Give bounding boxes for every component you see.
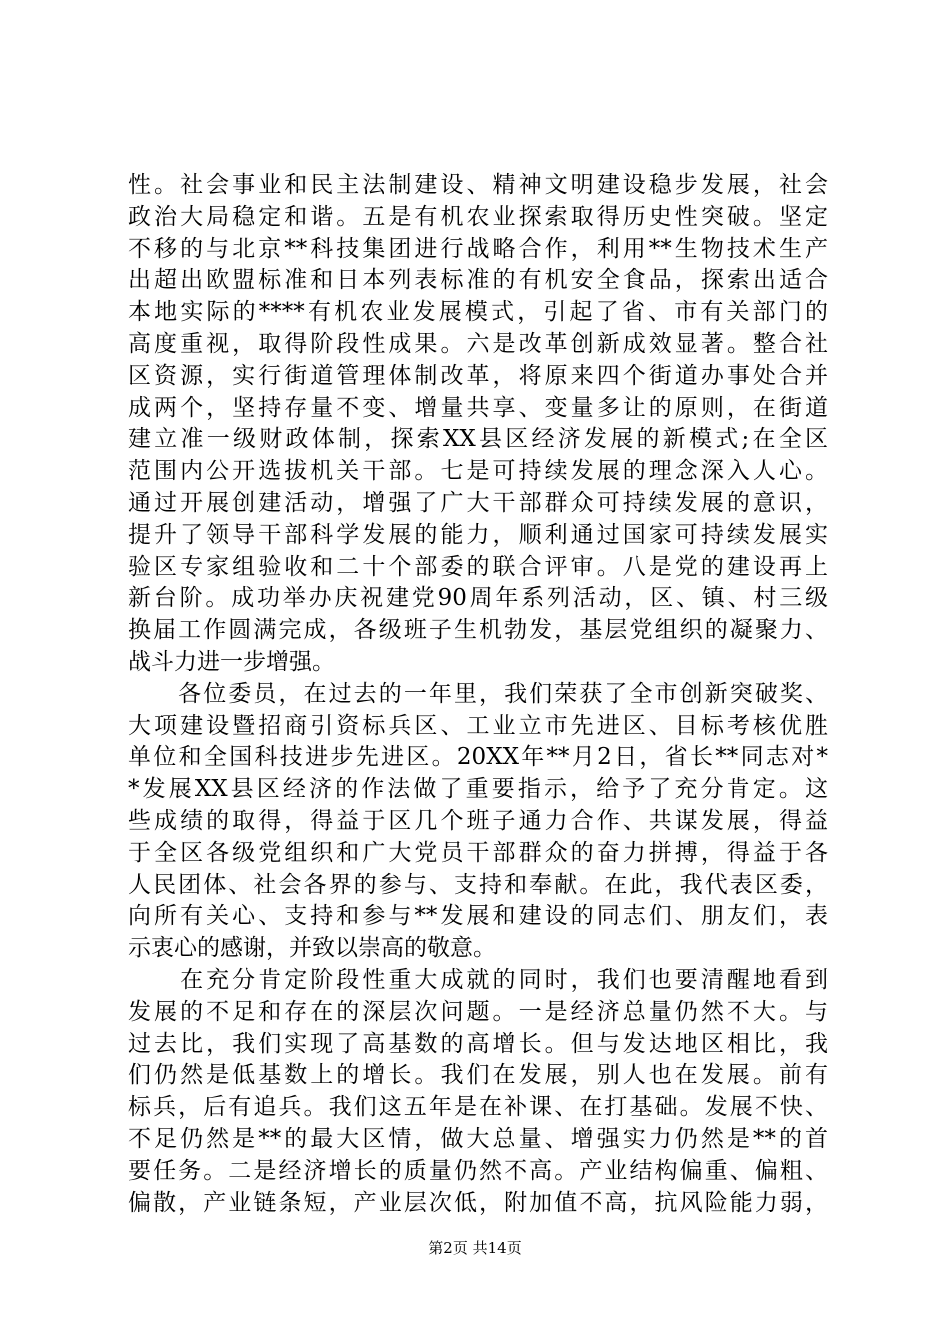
text-line: 于全区各级党组织和广大党员干部群众的奋力拼搏，得益于各 [128,839,828,866]
text-line: 些成绩的取得，得益于区几个班子通力合作、共谋发展，得益 [128,807,828,834]
text-line: 出超出欧盟标准和日本列表标准的有机安全食品，探索出适合 [128,267,828,294]
text-line: 要任务。二是经济增长的质量仍然不高。产业结构偏重、偏粗、 [128,1157,828,1184]
text-line: 建立准一级财政体制，探索XX县区经济发展的新模式;在全区 [128,426,828,453]
text-line: 各位委员，在过去的一年里，我们荣获了全市创新突破奖、 [128,680,828,707]
text-line: 性。社会事业和民主法制建设、精神文明建设稳步发展，社会 [128,172,828,198]
text-line: 验区专家组验收和二十个部委的联合评审。八是党的建设再上 [128,553,828,580]
text-line: 不足仍然是**的最大区情，做大总量、增强实力仍然是**的首 [128,1125,828,1152]
text-line: 新台阶。成功举办庆祝建党90周年系列活动，区、镇、村三级 [128,585,828,612]
text-line: 成两个，坚持存量不变、增量共享、变量多让的原则，在街道 [128,394,828,421]
text-line: 标兵，后有追兵。我们这五年是在补课、在打基础。发展不快、 [128,1094,828,1121]
text-line: 战斗力进一步增强。 [128,648,335,675]
text-line: 政治大局稳定和谐。五是有机农业探索取得历史性突破。坚定 [128,203,828,230]
text-line: 向所有关心、支持和参与**发展和建设的同志们、朋友们，表 [128,903,828,930]
text-line: 区资源，实行街道管理体制改革，将原来四个街道办事处合并 [128,362,828,389]
body-text [128,170,828,1219]
text-line: 们仍然是低基数上的增长。我们在发展，别人也在发展。前有 [128,1062,828,1089]
text-line: 换届工作圆满完成，各级班子生机勃发，基层党组织的凝聚力、 [128,617,828,644]
text-line: 人民团体、社会各界的参与、支持和奉献。在此，我代表区委， [128,871,828,898]
text-line: 示衷心的感谢，并致以崇高的敬意。 [128,935,496,962]
text-line: 大项建设暨招商引资标兵区、工业立市先进区、目标考核优胜 [128,712,828,739]
text-line: 高度重视，取得阶段性成果。六是改革创新成效显著。整合社 [128,330,828,357]
text-line: 本地实际的****有机农业发展模式，引起了省、市有关部门的 [128,299,828,326]
text-line: 偏散，产业链条短，产业层次低，附加值不高，抗风险能力弱， [128,1189,828,1216]
page-footer: 第2页 共14页 [428,1239,522,1257]
text-line: 提升了领导干部科学发展的能力，顺利通过国家可持续发展实 [128,521,828,548]
text-line: 过去比，我们实现了高基数的高增长。但与发达地区相比，我 [128,1030,828,1057]
text-line: 范围内公开选拔机关干部。七是可持续发展的理念深入人心。 [128,458,828,485]
text-line: 单位和全国科技进步先进区。20XX年**月2日，省长**同志对* [128,744,828,771]
text-line: 不移的与北京**科技集团进行战略合作，利用**生物技术生产 [128,235,828,262]
text-line: *发展XX县区经济的作法做了重要指示，给予了充分肯定。这 [128,776,828,803]
text-line: 发展的不足和存在的深层次问题。一是经济总量仍然不大。与 [128,998,828,1025]
text-line: 在充分肯定阶段性重大成就的同时，我们也要清醒地看到 [128,966,828,993]
text-line: 通过开展创建活动，增强了广大干部群众可持续发展的意识， [128,489,828,516]
